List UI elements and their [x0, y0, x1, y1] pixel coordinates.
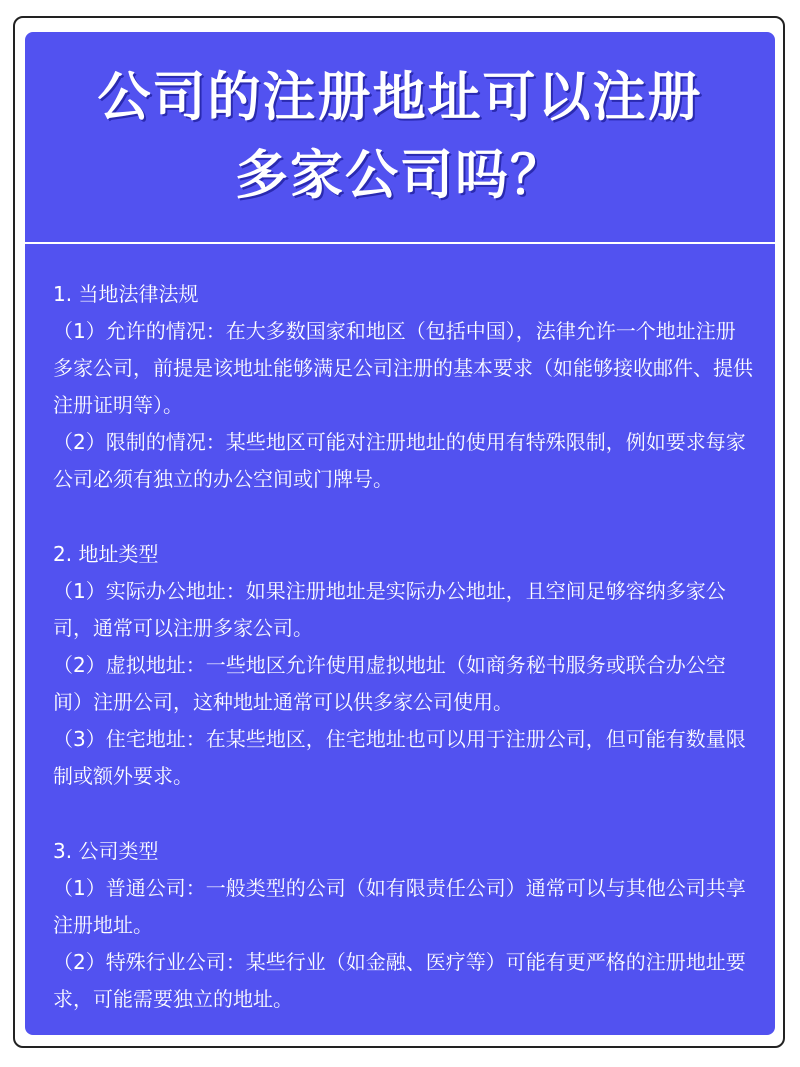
page-title: [25, 32, 775, 242]
article-body: [53, 276, 753, 1018]
title-divider: [25, 242, 775, 244]
title-line-1: 公司的注册地址可以注册: [97, 67, 703, 128]
section-heading: 1. 当地法律法规: [53, 282, 199, 306]
section-heading: 3. 公司类型: [53, 839, 159, 863]
content-card: [25, 32, 775, 1035]
paragraph: （2）特殊行业公司：某些行业（如金融、医疗等）可能有更严格的注册地址要求，可能需要独立的地址。: [53, 950, 746, 1011]
section-address-types: [53, 536, 753, 795]
paragraph: （2）限制的情况：某些地区可能对注册地址的使用有特殊限制，例如要求每家公司必须有独立的办公空间或门牌号。: [53, 430, 746, 491]
title-line-2: 多家公司吗？: [235, 145, 565, 206]
paragraph: （1）允许的情况：在大多数国家和地区（包括中国），法律允许一个地址注册多家公司，前提是该地址能够满足公司注册的基本要求（如能够接收邮件、提供注册证明等）。: [53, 319, 753, 417]
section-heading: 2. 地址类型: [53, 542, 159, 566]
section-local-laws: [53, 276, 753, 498]
section-company-types: [53, 833, 753, 1018]
paragraph: （2）虚拟地址：一些地区允许使用虚拟地址（如商务秘书服务或联合办公空间）注册公司，这种地址通常可以供多家公司使用。: [53, 653, 726, 714]
paragraph: （3）住宅地址：在某些地区，住宅地址也可以用于注册公司，但可能有数量限制或额外要求。: [53, 727, 746, 788]
paragraph: （1）普通公司：一般类型的公司（如有限责任公司）通常可以与其他公司共享注册地址。: [53, 876, 746, 937]
paragraph: （1）实际办公地址：如果注册地址是实际办公地址，且空间足够容纳多家公司，通常可以注册多家公司。: [53, 579, 726, 640]
